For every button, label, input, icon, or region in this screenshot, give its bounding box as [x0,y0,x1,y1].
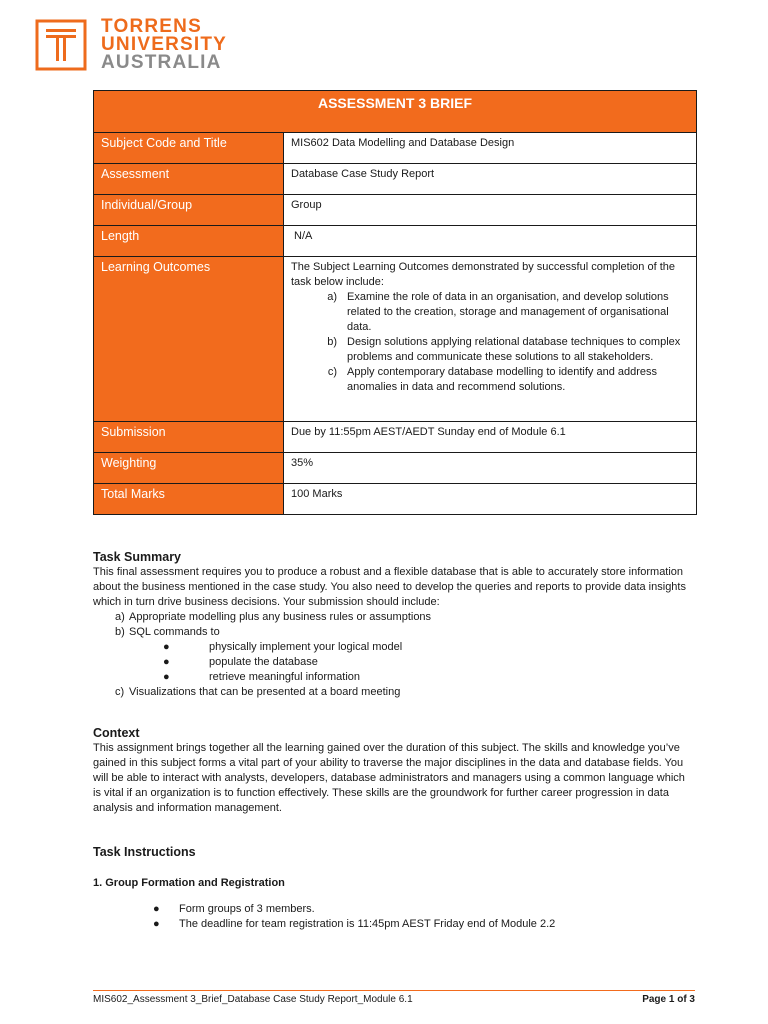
list-item [93,670,693,685]
brief-row-weighting [94,453,696,484]
row-label: Total Marks [94,484,284,514]
brief-row-submission [94,422,696,453]
row-value: Database Case Study Report [291,168,435,180]
torrens-logo-icon [35,19,87,71]
row-label: Length [94,226,284,256]
outcomes-intro: The Subject Learning Outcomes demonstrated by successful completion of the task below include: [291,261,675,288]
row-label: Weighting [94,453,284,483]
row-value: 35% [291,457,314,469]
document-body [93,549,693,943]
logo-line-australia: AUSTRALIA [101,52,222,73]
list-marker: b) [115,626,125,638]
outcomes-list [291,290,689,395]
bullet-icon: ● [163,641,170,653]
brief-row-length [94,226,696,257]
list-text: Apply contemporary database modelling to identify and address anomalies in data and recommend solutions. [347,366,658,393]
list-text: physically implement your logical model [209,641,403,653]
list-text: Form groups of 3 members. [179,903,315,915]
page-footer [93,990,695,1005]
list-item [133,902,693,917]
brief-row-subject [94,133,696,164]
list-item [93,625,693,640]
brief-title: ASSESSMENT 3 BRIEF [94,91,696,133]
list-text: Design solutions applying relational database techniques to complex problems and communicate these solutions to all stakeholders. [347,336,681,363]
task-summary-heading: Task Summary [93,550,182,564]
row-value: Group [291,199,322,211]
bullet-icon: ● [163,656,170,668]
list-item [291,365,689,395]
context-heading: Context [93,726,140,740]
sql-commands-list [93,640,693,685]
row-value: MIS602 Data Modelling and Database Design [291,137,515,149]
list-item [291,290,689,335]
university-logo [35,16,228,75]
row-label: Assessment [94,164,284,194]
row-label: Individual/Group [94,195,284,225]
list-item [93,685,693,700]
group-formation-list [93,902,693,932]
list-marker: c) [327,366,337,378]
list-text: Visualizations that can be presented at a board meeting [129,686,401,698]
row-label: Subject Code and Title [94,133,284,163]
list-marker: b) [327,336,337,348]
logo-line-university: UNIVERSITY [101,34,228,55]
bullet-icon: ● [163,671,170,683]
row-label: Submission [94,422,284,452]
row-label: Learning Outcomes [94,257,284,421]
row-value: Due by 11:55pm AEST/AEDT Sunday end of Module 6.1 [291,426,566,438]
list-text: The deadline for team registration is 11:45pm AEST Friday end of Module 2.2 [179,918,556,930]
list-text: populate the database [209,656,318,668]
footer-document-name: MIS602_Assessment 3_Brief_Database Case Study Report_Module 6.1 [93,994,413,1005]
list-text: Appropriate modelling plus any business rules or assumptions [129,611,432,623]
task-summary-body: This final assessment requires you to produce a robust and a flexible database that is able to accurately store information about the business mentioned in the case study. You also need to develop the queries and reports to provide data insights which in turn drive business decisions. Your submission should include: [93,566,686,608]
brief-row-group [94,195,696,226]
list-text: SQL commands to [129,626,220,638]
group-formation-subheading: 1. Group Formation and Registration [93,877,285,889]
bullet-icon: ● [153,918,160,930]
list-item [93,655,693,670]
row-value: 100 Marks [291,488,343,500]
row-value [284,257,696,421]
list-item [93,640,693,655]
row-value: N/A [291,230,313,242]
list-marker: a) [115,611,125,623]
context-body: This assignment brings together all the learning gained over the duration of this subject. The skills and knowledge you’ve gained in this subject forms a vital part of your ability to traverse the major disciplines in the data and database fields. You will be able to interact with analysts, developers, database administrators and managers using a common language which is vital if an organization is to function effectively. These skills are the groundwork for further career progression in data analysis and information management. [93,742,685,814]
list-item [93,610,693,625]
list-text: Examine the role of data in an organisation, and develop solutions related to the creation, storage and management of organisational data. [347,291,669,333]
page-number: Page 1 of 3 [642,994,695,1005]
bullet-icon: ● [153,903,160,915]
list-marker: c) [115,686,125,698]
assessment-brief-table [93,90,697,515]
task-summary-list-end [93,685,693,700]
task-instructions-heading: Task Instructions [93,845,196,859]
list-text: retrieve meaningful information [209,671,361,683]
task-summary-list [93,610,693,640]
logo-line-torrens: TORRENS [101,16,202,37]
list-item [291,335,689,365]
brief-row-learning-outcomes [94,257,696,422]
list-item [133,917,693,932]
brief-row-assessment [94,164,696,195]
brief-row-total-marks [94,484,696,514]
list-marker: a) [327,291,337,303]
